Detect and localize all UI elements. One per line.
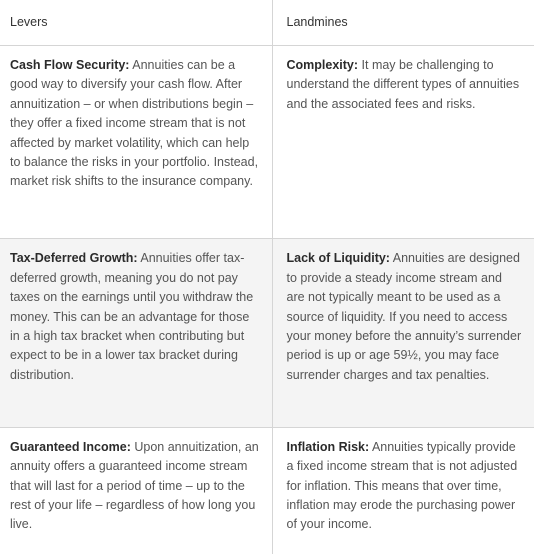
landmine-text: Annuities typically provide a fixed income stream that is not adjusted for inflation. This means that over time, inflation may erode the purchasing power of your income. — [286, 439, 518, 532]
lever-text: Annuities offer tax-deferred growth, meaning you do not pay taxes on the earnings until you withdraw the money. This can be an advantage for those in a high tax bracket when contributing but expect to be in a lower tax bracket during distribution. — [10, 251, 254, 382]
table-row — [0, 427, 534, 554]
lever-text: Upon annuitization, an annuity offers a guaranteed income stream that will last for a period of time – up to the rest of your life – regardless of how long you live. — [10, 439, 259, 532]
landmine-title: Inflation Risk: — [286, 439, 370, 454]
landmine-cell — [272, 239, 534, 427]
landmine-title: Complexity: — [286, 58, 359, 72]
lever-cell — [0, 427, 272, 554]
lever-cell — [0, 239, 272, 427]
lever-title: Cash Flow Security: — [10, 58, 130, 72]
table-row — [0, 239, 534, 427]
lever-cell — [0, 46, 272, 239]
landmine-text: It may be challenging to understand the different types of annuities and the associated fees and risks. — [286, 58, 520, 111]
header-row — [0, 0, 534, 46]
landmine-cell — [272, 427, 534, 554]
table-row — [0, 46, 534, 239]
lever-text: Annuities can be a good way to diversify your cash flow. After annuitization – or when distributions begin – they offer a fixed income stream that is not affected by market volatility, which can help to balance the risks in your portfolio. Instead, market risk shifts to the insurance company. — [10, 58, 259, 189]
header-levers: Levers — [0, 0, 272, 46]
lever-title: Guaranteed Income: — [10, 439, 131, 454]
landmine-title: Lack of Liquidity: — [286, 251, 390, 266]
landmine-cell — [272, 46, 534, 239]
lever-title: Tax-Deferred Growth: — [10, 251, 138, 266]
landmine-text: Annuities are designed to provide a steady income stream and are not typically meant to be used as a source of liquidity. If you need to access your money before the annuity’s surrender period is up or age 59½, you may face surrender charges and tax penalties. — [286, 251, 522, 382]
header-landmines: Landmines — [272, 0, 534, 46]
